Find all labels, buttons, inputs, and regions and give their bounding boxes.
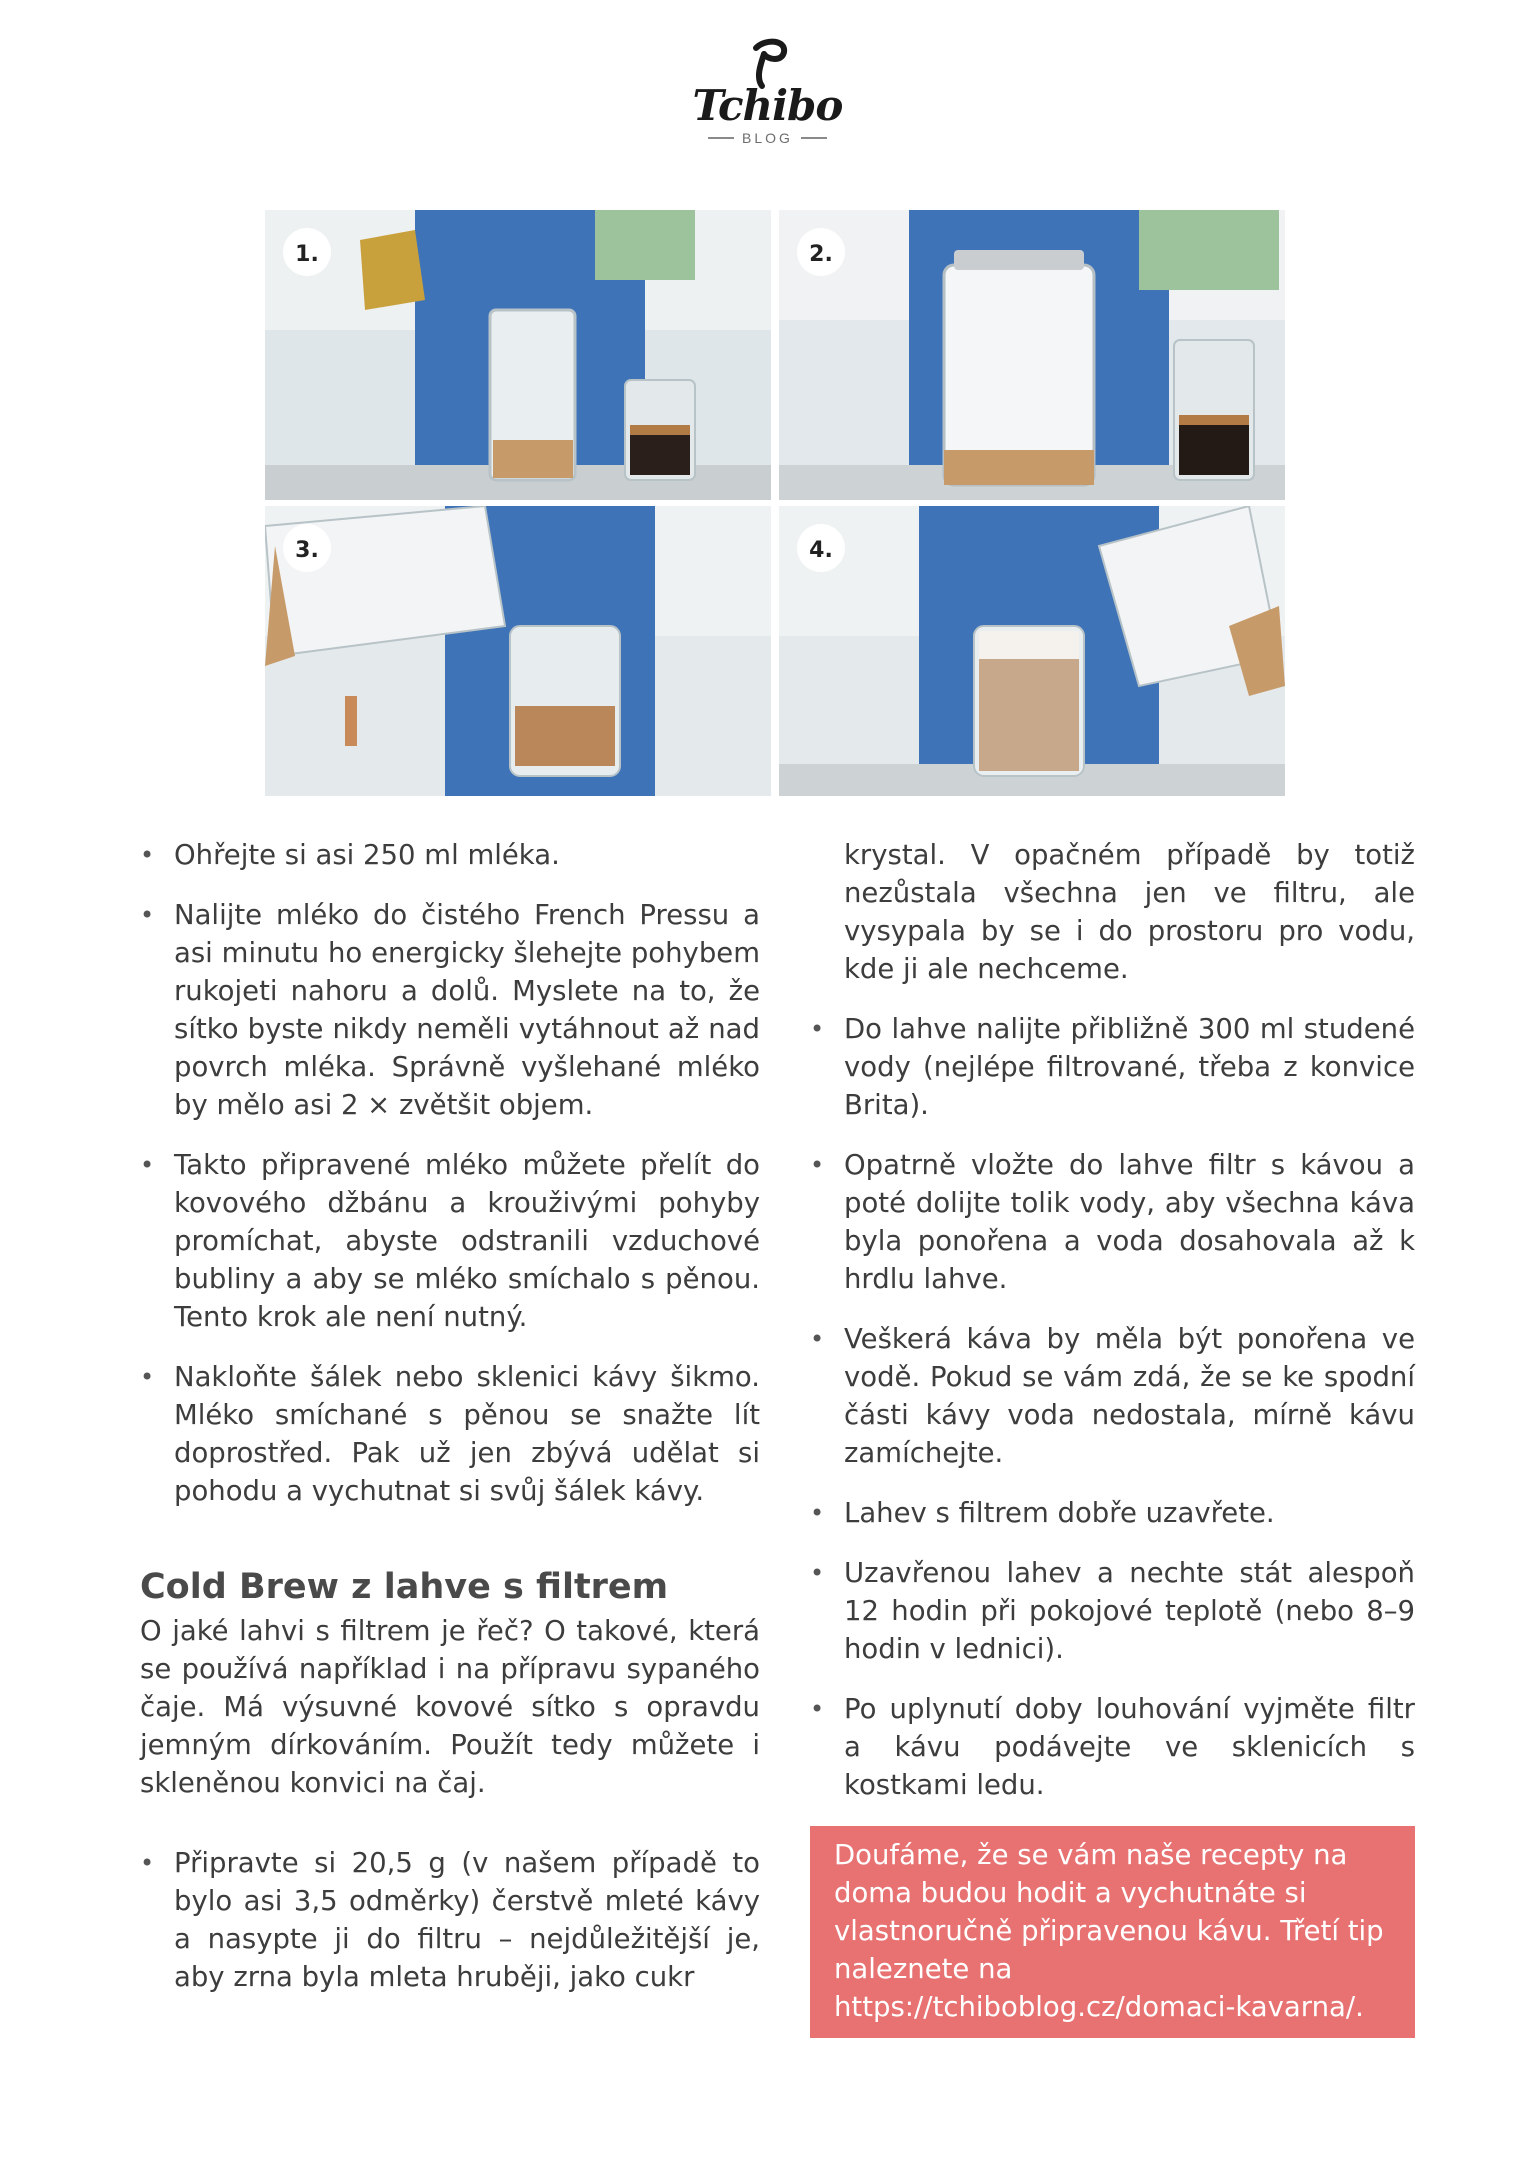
tchibo-blog-logo[interactable] bbox=[660, 38, 875, 160]
cold-brew-steps-list bbox=[140, 1844, 760, 1996]
step-number-1: 1. bbox=[295, 242, 319, 267]
list-item: • Do lahve nalijte přibližně 300 ml studené vody (nejlépe filtrované, třeba z konvice Brita). bbox=[810, 1010, 1415, 1124]
milk-steps-list bbox=[140, 836, 760, 1510]
step-photo-4 bbox=[779, 506, 1285, 796]
list-item: • Nalijte mléko do čistého French Pressu a asi minutu ho energicky šlehejte pohybem rukojeti nahoru a dolů. Myslete na to, že sítko byste nikdy neměli vytáhnout až nad povrch mléka. Správně vyšlehané mléko by mělo asi 2 × zvětšit objem. bbox=[140, 896, 760, 1124]
left-column bbox=[140, 836, 760, 2018]
brand-name: Tchibo bbox=[692, 81, 843, 130]
list-item: • Uzavřenou lahev a nechte stát alespoň 12 hodin při pokojové teplotě (nebo 8–9 hodin v lednici). bbox=[810, 1554, 1415, 1668]
callout-box: Doufáme, že se vám naše recepty na doma budou hodit a vychutnáte si vlastnoručně připravenou kávu. Třetí tip naleznete na https://tchiboblog.cz/domaci-kavarna/. bbox=[810, 1826, 1415, 2038]
step-photo-2 bbox=[779, 210, 1285, 500]
list-item: • Připravte si 20,5 g (v našem případě to bylo asi 3,5 odměrky) čerstvě mleté kávy a nasypte ji do filtru – nejdůležitější je, aby zrna byla mleta hruběji, jako cukr bbox=[140, 1844, 760, 1996]
step-photo-1 bbox=[265, 210, 771, 500]
list-item-continuation: krystal. V opačném případě by totiž nezůstala všechna jen ve filtru, ale vysypala by se i do prostoru pro vodu, kde ji ale nechceme. bbox=[844, 839, 1415, 985]
cold-brew-steps-continued bbox=[810, 836, 1415, 1804]
right-column bbox=[810, 836, 1415, 2038]
list-item: • Po uplynutí doby louhování vyjměte filtr a kávu podávejte ve sklenicích s kostkami ledu. bbox=[810, 1690, 1415, 1804]
blog-label: BLOG bbox=[660, 130, 875, 146]
list-item: • Takto připravené mléko můžete přelít do kovového džbánu a krouživými pohyby promíchat, abyste odstranili vzduchové bubliny a aby se mléko smíchalo s pěnou. Tento krok ale není nutný. bbox=[140, 1146, 760, 1336]
list-item: • Ohřejte si asi 250 ml mléka. bbox=[140, 836, 760, 874]
list-item: • Lahev s filtrem dobře uzavřete. bbox=[810, 1494, 1415, 1532]
step-number-2: 2. bbox=[809, 242, 833, 267]
list-item: • Opatrně vložte do lahve filtr s kávou a poté dolijte tolik vody, aby všechna káva byla ponořena a voda dosahovala až k hrdlu lahve. bbox=[810, 1146, 1415, 1298]
list-item: • Nakloňte šálek nebo sklenici kávy šikmo. Mléko smíchané s pěnou se snažte lít doprostřed. Pak už jen zbývá udělat si pohodu a vychutnat si svůj šálek kávy. bbox=[140, 1358, 760, 1510]
step-photo-3 bbox=[265, 506, 771, 796]
step-number-3: 3. bbox=[295, 538, 319, 563]
step-photo-grid bbox=[265, 210, 1285, 796]
section-heading: Cold Brew z lahve s filtrem bbox=[140, 1567, 669, 1607]
step-number-4: 4. bbox=[809, 538, 833, 563]
section-intro: O jaké lahvi s filtrem je řeč? O takové, která se používá například i na přípravu sypaného čaje. Má výsuvné kovové sítko s opravdu jemným dírkováním. Použít tedy můžete i skleněnou konvici na čaj. bbox=[140, 1615, 760, 1799]
list-item: • Veškerá káva by měla být ponořena ve vodě. Pokud se vám zdá, že se ke spodní části kávy voda nedostala, mírně kávu zamíchejte. bbox=[810, 1320, 1415, 1472]
